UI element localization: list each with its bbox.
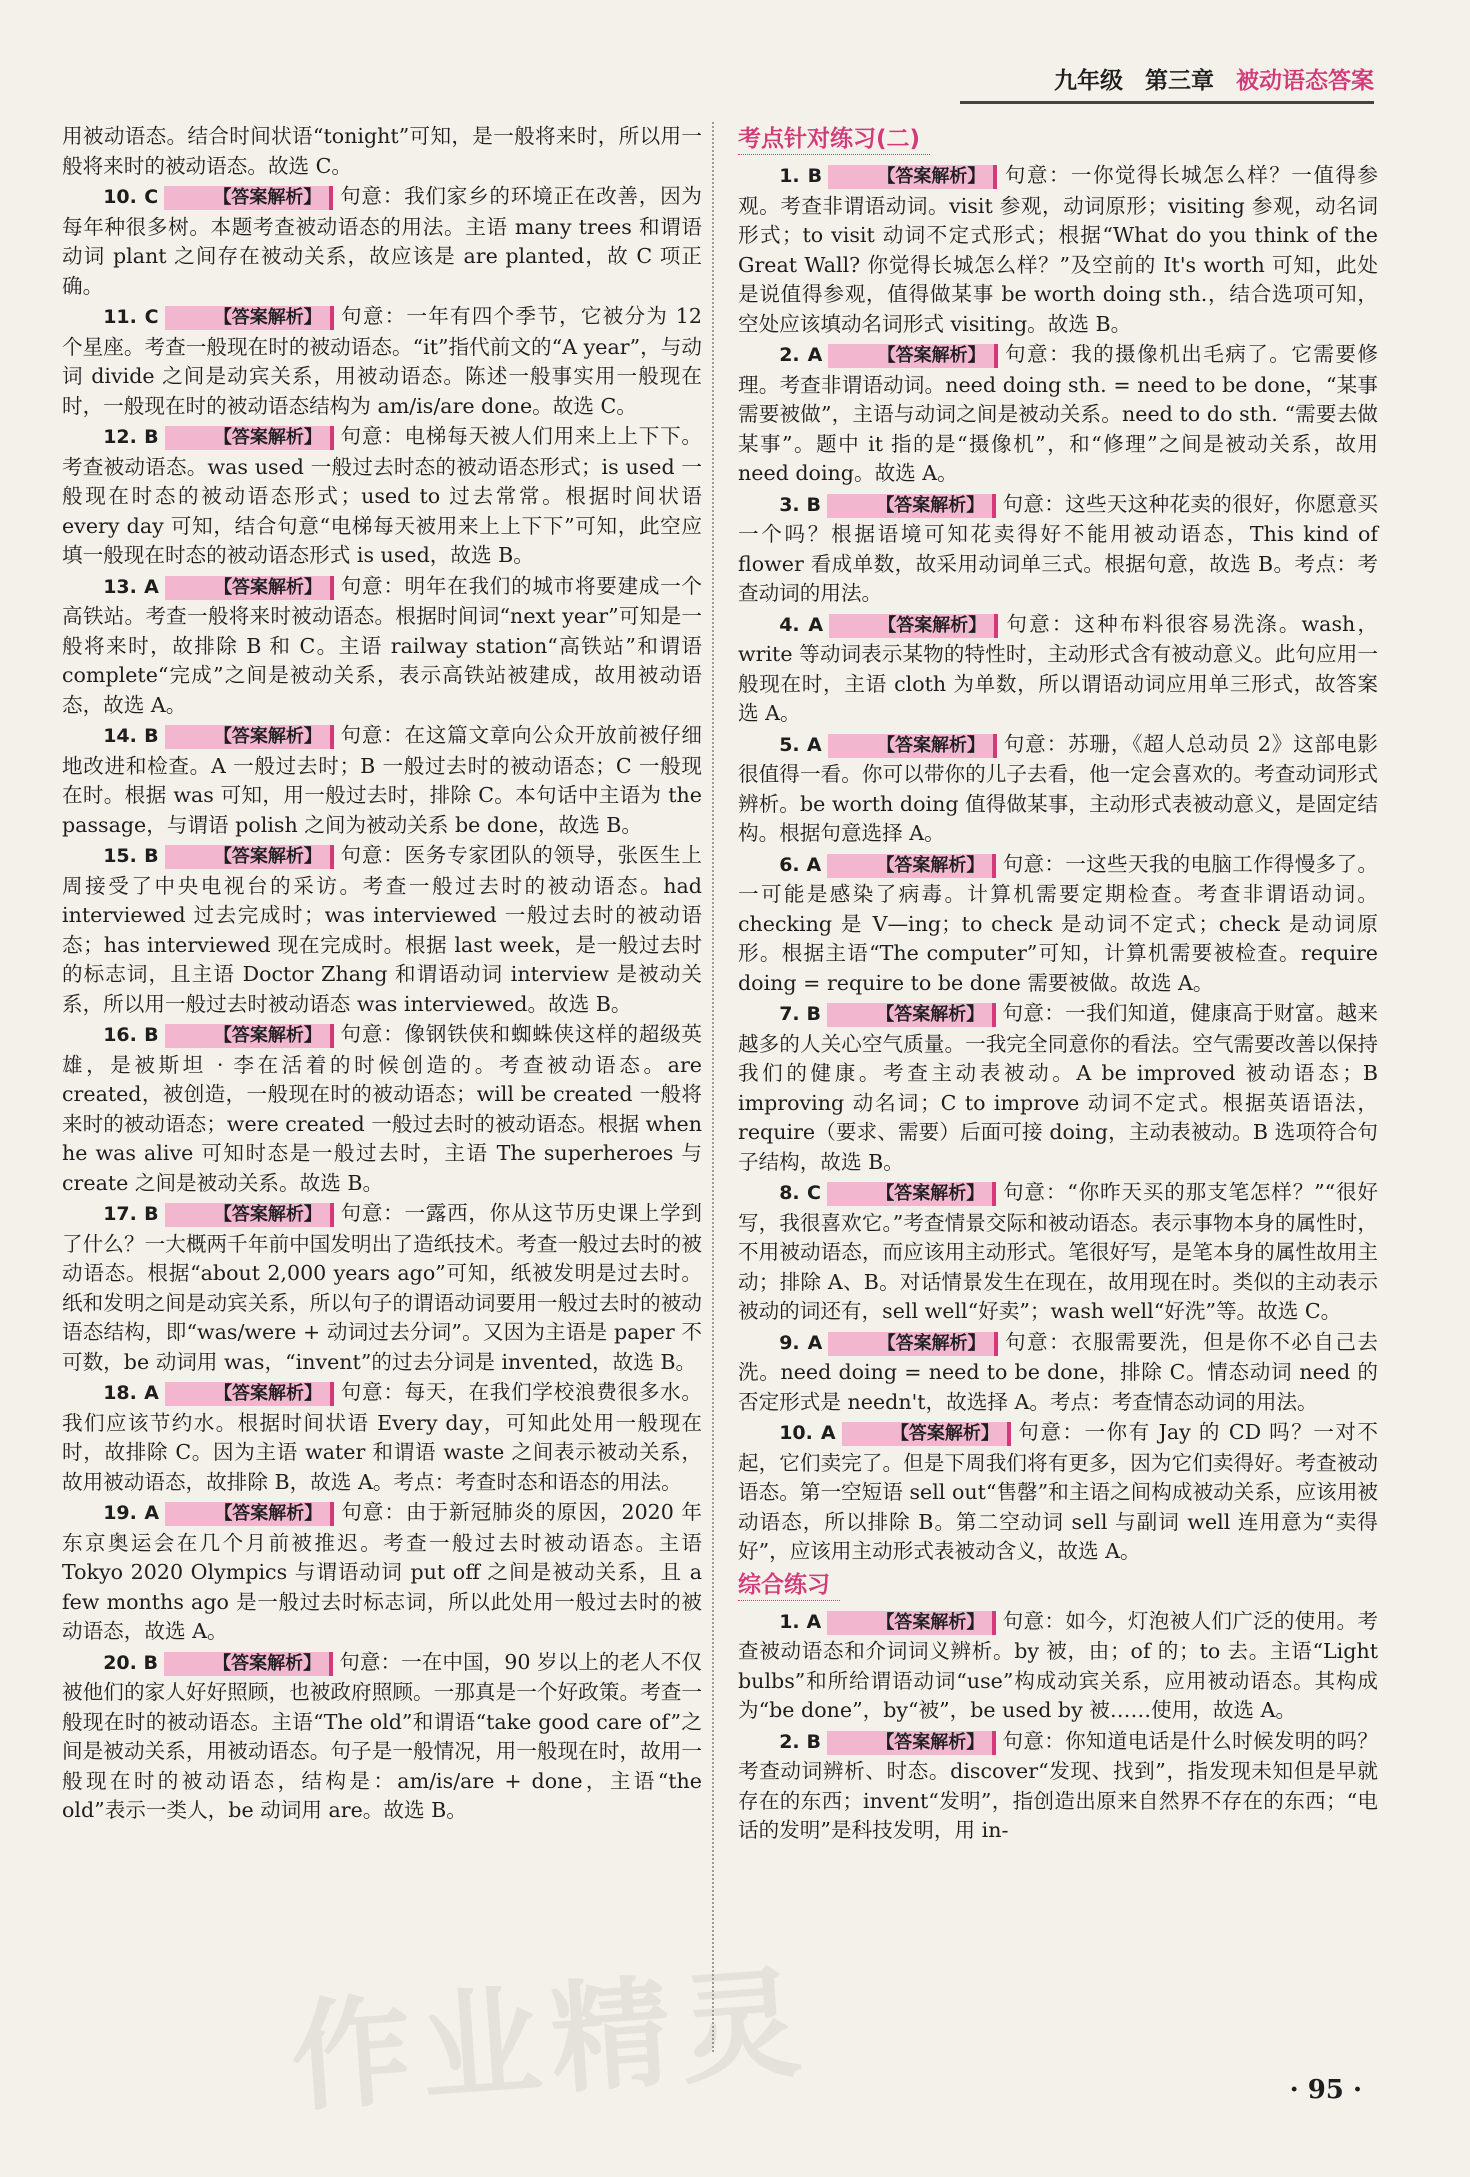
- answer-analysis-tag: 【答案解析】: [165, 1024, 334, 1048]
- answer-number: 3. B: [779, 493, 822, 516]
- answer-item: [738, 161, 1378, 339]
- answer-item: [738, 1178, 1378, 1327]
- answer-item: [738, 730, 1378, 849]
- page-header: [960, 62, 1374, 104]
- answer-item: [62, 572, 702, 721]
- answer-item: [738, 340, 1378, 489]
- answer-item: [62, 1378, 702, 1497]
- answer-analysis-tag: 【答案解析】: [827, 1182, 996, 1206]
- answer-analysis-tag: 【答案解析】: [828, 1332, 997, 1356]
- answer-number: 17. B: [103, 1203, 159, 1225]
- answer-analysis-tag: 【答案解析】: [828, 165, 997, 189]
- answer-number: 6. A: [779, 853, 822, 876]
- answer-number: 9. A: [779, 1331, 823, 1354]
- answer-item: [62, 1498, 702, 1647]
- answer-number: 5. A: [779, 733, 822, 756]
- answer-number: 8. C: [779, 1182, 822, 1204]
- page-number: · 95 ·: [1289, 2075, 1362, 2105]
- answer-number: 2. A: [779, 344, 823, 366]
- answer-number: 2. B: [779, 1730, 822, 1753]
- answer-analysis-tag: 【答案解析】: [165, 1382, 334, 1406]
- answer-item: [738, 490, 1378, 609]
- answer-text: 句意：一你觉得长城怎么样？一值得参观。考查非谓语动词。visit 参观，动词原形；visiting 参观，动名词形式；to visit 动词不定式形式；根据“What do you think of the Great Wall? 你觉得长城怎么样？”及空前的 It's worth 可知，此处是说值得参观，值得做某事 be worth doing sth.，结合选项可知，空处应该填动名词形式 visiting。故选 B。: [738, 163, 1378, 336]
- answer-text: 句意：衣服需要洗，但是你不必自己去洗。need doing = need to be done，排除 C。情态动词 need 的否定形式是 needn't，故选择 A。考点：考查情态动词的用法。: [738, 1329, 1379, 1414]
- answer-item: [62, 1199, 702, 1377]
- answer-item: [738, 1727, 1378, 1846]
- answer-number: 1. B: [779, 165, 823, 187]
- answer-analysis-tag: 【答案解析】: [165, 845, 334, 869]
- answer-analysis-tag: 【答案解析】: [827, 854, 996, 878]
- section-heading-comprehensive: 综合练习: [738, 1570, 840, 1601]
- answer-number: 10. A: [779, 1422, 836, 1444]
- answer-item: [62, 182, 702, 301]
- answer-analysis-tag: 【答案解析】: [827, 494, 996, 518]
- answer-item: [62, 122, 702, 181]
- answer-text: 句意：这些天这种花卖的很好，你愿意买一个吗？根据语境可知花卖得好不能用被动语态，This kind of flower 看成单数，故采用动词单三式。根据句意，故选 B。考点：考查动词的用法。: [738, 491, 1378, 605]
- answer-number: 14. B: [103, 725, 159, 747]
- answer-item: [738, 999, 1378, 1177]
- right-column: [738, 122, 1378, 1847]
- answer-text: 句意：一你有 Jay 的 CD 吗？一对不起，它们卖完了。但是下周我们将有更多，因为它们卖得好。考查被动语态。第一空短语 sell out“售罄”和主语之间构成被动关系，应该用被动语态，所以排除 B。第二空动词 sell 与副词 well 连用意为“卖得好”，应该用主动形式表被动含义，故选 A。: [738, 1420, 1378, 1563]
- column-divider: [712, 122, 714, 2052]
- practice-2-answers: [738, 161, 1378, 1567]
- answer-text: 句意：由于新冠肺炎的原因，2020 年东京奥运会在几个月前被推迟。考查一般过去时被动语态。主语 Tokyo 2020 Olympics 与谓语动词 put off 之间是被动关系，且 a few months ago 是一般过去时标志词，所以此处用一般过去时的被动语态，故选 A。: [62, 1500, 702, 1643]
- answer-number: 15. B: [103, 845, 159, 867]
- answer-number: 20. B: [103, 1651, 158, 1674]
- answer-analysis-tag: 【答案解析】: [165, 1203, 334, 1227]
- left-column: [62, 122, 702, 1827]
- answer-text: 句意：一年有四个季节，它被分为 12 个星座。考查一般现在时的被动语态。“it”指代前文的“A year”，与动词 divide 之间是动宾关系，用被动语态。陈述一般事实用一般现在时，一般现在时的被动语态结构为 am/is/are done。故选 C。: [62, 304, 703, 418]
- answer-text: 句意：这种布料很容易洗涤。wash，write 等动词表示某物的特性时，主动形式含有被动意义。此句应用一般现在时，主语 cloth 为单数，所以谓语动词应用单三形式，故答案选 A。: [738, 611, 1378, 725]
- answer-item: [738, 610, 1378, 729]
- answer-item: [62, 841, 702, 1019]
- answer-text: 句意：每天，在我们学校浪费很多水。我们应该节约水。根据时间状语 Every day，可知此处用一般现在时，故排除 C。因为主语 water 和谓语 waste 之间表示被动关系，故用被动语态，故排除 B，故选 A。考点：考查时态和语态的用法。: [62, 1380, 703, 1494]
- answer-number: 11. C: [103, 306, 159, 328]
- answer-analysis-tag: 【答案解析】: [842, 1422, 1011, 1446]
- answer-text: 句意：“你昨天买的那支笔怎样？”“很好写，我很喜欢它。”考查情景交际和被动语态。表示事物本身的属性时，不用被动语态，而应该用主动形式。笔很好写，是笔本身的属性故用主动；排除 A、B。对话情景发生在现在，故用现在时。类似的主动表示被动的词还有，sell well“好卖”；wash well“好洗”等。故选 C。: [738, 1180, 1378, 1323]
- answer-text: 句意：电梯每天被人们用来上上下下。考查被动语态。was used 一般过去时态的被动语态形式；is used 一般现在时态的被动语态形式；used to 过去常常。根据时间状语 every day 可知，结合句意“电梯每天被用来上上下下”可知，此空应填一般现在时态的被动语态形式 is used，故选 B。: [62, 424, 702, 567]
- comprehensive-answers: [738, 1607, 1378, 1846]
- answer-number: 4. A: [779, 613, 824, 636]
- answer-number: 16. B: [103, 1024, 159, 1046]
- answer-analysis-tag: 【答案解析】: [164, 1652, 333, 1676]
- answer-item: [62, 422, 702, 571]
- answer-text: 句意：一我们知道，健康高于财富。越来越多的人关心空气质量。一我完全同意你的看法。空气需要改善以保持我们的健康。考查主动表被动。A be improved 被动语态；B improving 动名词；C to improve 动词不定式。根据英语语法，require（要求、需要）后面可接 doing，主动表被动。B 选项符合句子结构，故选 B。: [738, 1001, 1378, 1174]
- answer-analysis-tag: 【答案解析】: [827, 1611, 996, 1635]
- answer-analysis-tag: 【答案解析】: [165, 426, 334, 450]
- answer-number: 18. A: [103, 1382, 159, 1404]
- answer-number: 12. B: [103, 426, 159, 448]
- answer-item: [738, 1418, 1378, 1567]
- answer-text: 句意：我们家乡的环境正在改善，因为每年种很多树。本题考查被动语态的用法。主语 many trees 和谓语动词 plant 之间存在被动关系，故应该是 are planted，故 C 项正确。: [62, 184, 703, 298]
- header-grade: 九年级: [1053, 68, 1123, 94]
- answer-analysis-tag: 【答案解析】: [828, 734, 997, 758]
- answer-number: 7. B: [779, 1003, 822, 1025]
- header-chapter: 第三章: [1144, 68, 1214, 94]
- answer-item: [62, 721, 702, 840]
- answer-item: [738, 1328, 1378, 1418]
- watermark: 作业精灵: [286, 1954, 815, 2129]
- answer-analysis-tag: 【答案解析】: [165, 306, 334, 330]
- answer-analysis-tag: 【答案解析】: [829, 614, 998, 638]
- answer-analysis-tag: 【答案解析】: [165, 1502, 334, 1526]
- answer-analysis-tag: 【答案解析】: [164, 186, 333, 210]
- answer-text: 句意：在这篇文章向公众开放前被仔细地改进和检查。A 一般过去时；B 一般过去时的被动语态；C 一般现在时。根据 was 可知，用一般过去时，排除 C。本句话中主语为 the passage，与谓语 polish 之间为被动关系 be done，故选 B。: [62, 723, 702, 837]
- answer-text: 句意：如今，灯泡被人们广泛的使用。考查被动语态和介词词义辨析。by 被，由；of 的；to 去。主语“Light bulbs”和所给谓语动词“use”构成动宾关系，应用被动语态。其构成为“be done”，by“被”，be used by 被……使用，故选 A。: [738, 1608, 1378, 1722]
- answer-item: [738, 1607, 1378, 1726]
- answer-analysis-tag: 【答案解析】: [828, 344, 997, 368]
- answer-text: 句意：医务专家团队的领导，张医生上周接受了中央电视台的采访。考查一般过去时的被动语态。had interviewed 过去完成时；was interviewed 一般过去时的被动语态；has interviewed 现在完成时。根据 last week，是一般过去时的标志词，且主语 Doctor Zhang 和谓语动词 interview 是被动关系，所以用一般过去时被动语态 was interviewed。故选 B。: [62, 843, 702, 1016]
- answer-number: 19. A: [103, 1502, 160, 1524]
- answer-item: [738, 850, 1378, 999]
- answer-text: 句意：苏珊，《超人总动员 2》这部电影很值得一看。你可以带你的儿子去看，他一定会喜欢的。考查动词形式辨析。be worth doing 值得做某事，主动形式表被动意义，是固定结构。根据句意选择 A。: [738, 731, 1378, 845]
- answer-analysis-tag: 【答案解析】: [165, 576, 334, 600]
- answer-number: 13. A: [103, 575, 159, 598]
- answer-text: 句意：一这些天我的电脑工作得慢多了。一可能是感染了病毒。计算机需要定期检查。考查非谓语动词。checking 是 V—ing；to check 是动词不定式；check 是动词原形。根据主语“The computer”可知，计算机需要被检查。require doing = require to be done 需要被做。故选 A。: [738, 851, 1378, 995]
- answer-item: [62, 1648, 702, 1826]
- answer-analysis-tag: 【答案解析】: [165, 725, 334, 749]
- answer-text: 句意：明年在我们的城市将要建成一个高铁站。考查一般将来时被动语态。根据时间词“next year”可知是一般将来时，故排除 B 和 C。主语 railway station“高铁站”和谓语 complete“完成”之间是被动关系，表示高铁站被建成，故用被动语态，故选 A。: [62, 573, 703, 717]
- answer-analysis-tag: 【答案解析】: [827, 1731, 996, 1755]
- answer-text: 用被动语态。结合时间状语“tonight”可知，是一般将来时，所以用一般将来时的被动语态。故选 C。: [62, 124, 702, 178]
- answer-text: 句意：像钢铁侠和蜘蛛侠这样的超级英雄，是被斯坦 · 李在活着的时候创造的。考查被动语态。are created，被创造，一般现在时的被动语态；will be created 一般将来时的被动语态；were created 一般过去时的被动语态。根据 when he was alive 可知时态是一般过去时，主语 The superheroes 与 create 之间是被动关系。故选 B。: [62, 1022, 702, 1195]
- answer-item: [62, 302, 702, 421]
- answer-text: 句意：一在中国，90 岁以上的老人不仅被他们的家人好好照顾，也被政府照顾。一那真是一个好政策。考查一般现在时的被动语态。主语“The old”和谓语“take good care of”之间是被动关系，用被动语态。句子是一般情况，用一般现在时，故用一般现在时的被动语态，结构是：am/is/are + done，主语“the old”表示一类人，be 动词用 are。故选 B。: [62, 1649, 702, 1822]
- answer-item: [62, 1020, 702, 1198]
- answer-text: 句意：你知道电话是什么时候发明的吗？考查动词辨析、时态。discover“发现、找到”，指发现未知但是早就存在的东西；invent“发明”，指创造出原来自然界不存在的东西；“电话的发明”是科技发明，用 in-: [738, 1728, 1378, 1842]
- answer-text: 句意：一露西，你从这节历史课上学到了什么？一大概两千年前中国发明出了造纸技术。考查一般过去时的被动语态。根据“about 2,000 years ago”可知，纸被发明是过去时。纸和发明之间是动宾关系，所以句子的谓语动词要用一般过去时的被动语态结构，即“was/were + 动词过去分词”。又因为主语是 paper 不可数，be 动词用 was，“invent”的过去分词是 invented，故选 B。: [62, 1201, 702, 1374]
- answer-analysis-tag: 【答案解析】: [827, 1003, 996, 1027]
- answer-number: 1. A: [779, 1610, 822, 1633]
- header-title: 被动语态答案: [1236, 68, 1374, 94]
- section-heading-practice-2: 考点针对练习(二): [738, 124, 930, 155]
- answer-text: 句意：我的摄像机出毛病了。它需要修理。考查非谓语动词。need doing sth. = need to be done，“某事需要被做”，主语与动词之间是被动关系。need to do sth. “需要去做某事”。题中 it 指的是“摄像机”，和“修理”之间是被动关系，故用 need doing。故选 A。: [738, 342, 1379, 485]
- answer-number: 10. C: [103, 186, 159, 208]
